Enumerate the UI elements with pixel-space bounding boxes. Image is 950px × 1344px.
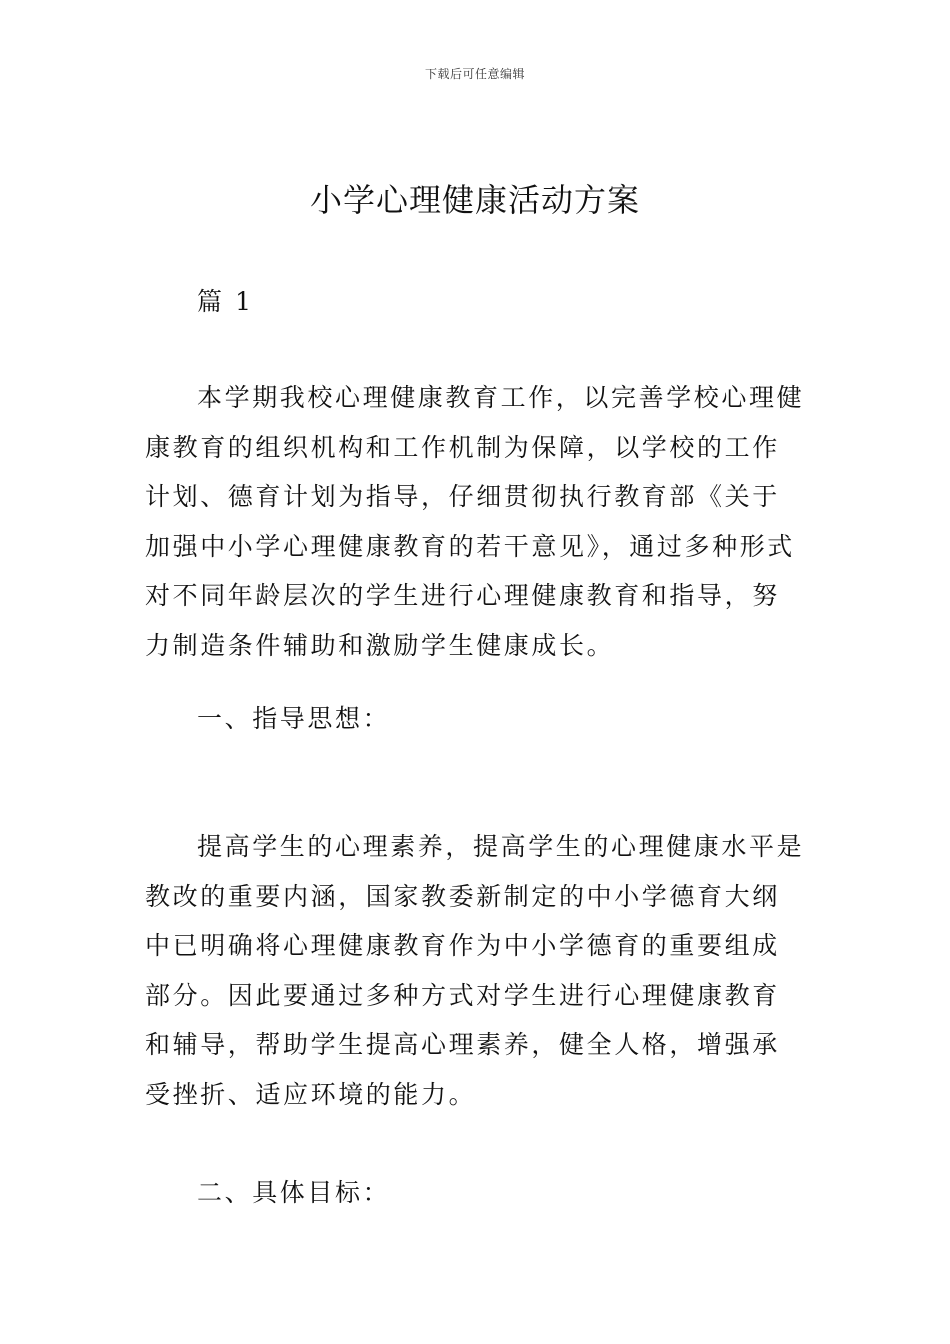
header-note: 下载后可任意编辑 [424, 67, 525, 81]
intro-paragraph: 本学期我校心理健康教育工作，以完善学校心理健康教育的组织机构和工作机制为保障，以学校的工作计划、德育计划为指导，仔细贯彻执行教育部《关于加强中小学心理健康教育的若干意见》，通过多种形式对不同年龄层次的学生进行心理健康教育和指导，努力制造条件辅助和激励学生健康成长。 [145, 383, 805, 660]
section-heading-guiding-ideology: 一、指导思想： [197, 704, 391, 733]
section-heading-specific-goals: 二、具体目标： [197, 1178, 391, 1207]
guiding-ideology-paragraph: 提高学生的心理素养，提高学生的心理健康水平是教改的重要内涵，国家教委新制定的中小学德育大纲中已明确将心理健康教育作为中小学德育的重要组成部分。因此要通过多种方式对学生进行心理健康教育和辅导，帮助学生提高心理素养，健全人格，增强承受挫折、适应环境的能力。 [145, 832, 805, 1109]
document-title: 小学心理健康活动方案 [309, 181, 640, 219]
chapter-label: 篇 1 [197, 287, 254, 316]
